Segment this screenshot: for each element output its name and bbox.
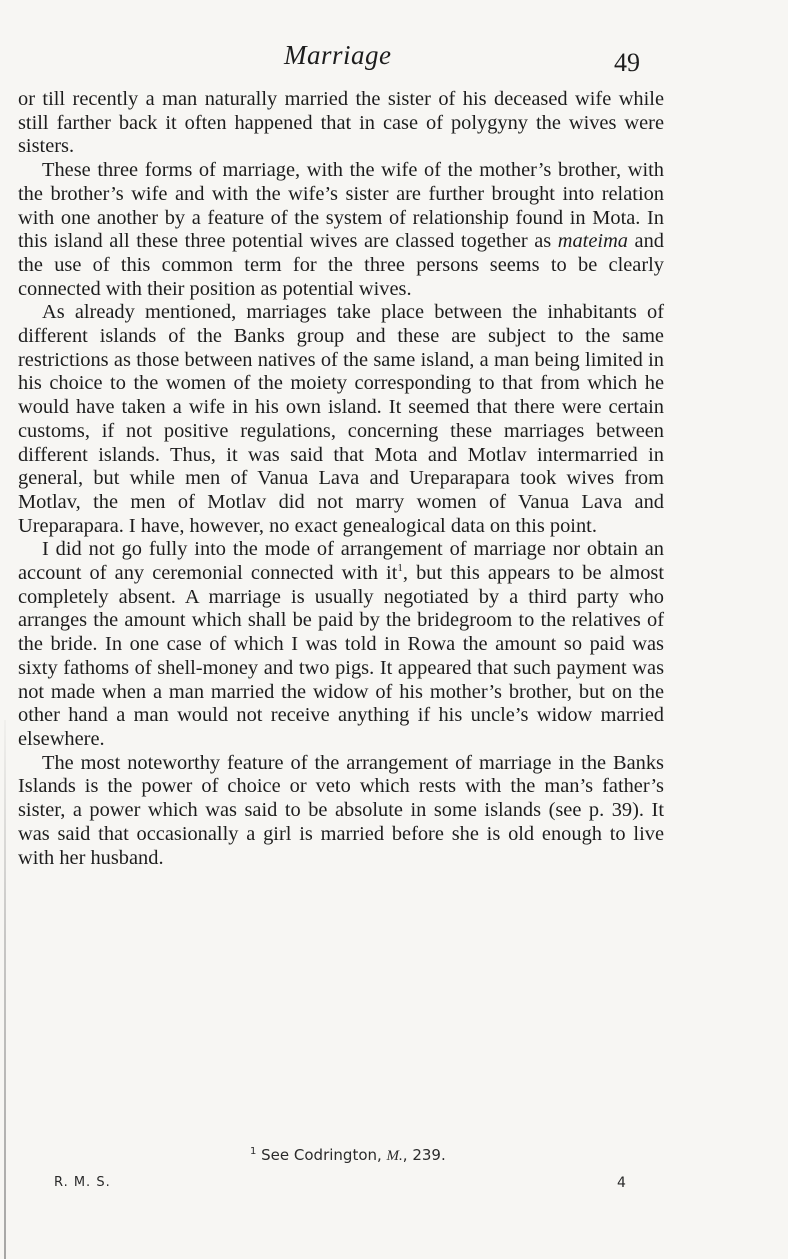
footnote: $^1$ See Codrington, M., 239. xyxy=(250,1146,446,1164)
running-head xyxy=(0,40,788,80)
italic-term-mateima: mateima xyxy=(557,230,628,253)
running-title: Marriage xyxy=(284,40,392,70)
signature-number: 4 xyxy=(617,1175,626,1191)
paragraph-1: or till recently a man naturally married the sister of his deceased wife while still farther back it often happened that in case of polygyny the wives were sisters. xyxy=(18,88,664,158)
paragraph-2: These three forms of marriage, with the wife of the mother’s brother, with the brother’s wife and with the wife’s sister are further brought into relation with one another by a feature of the system of relationship found in Mota. In this island all these three potential wives are classed together as mateima and the use of this common term for the three persons seems to be clearly connected with their position as potential wives. xyxy=(18,159,664,300)
footnote-marker: 1 xyxy=(250,1146,257,1157)
paragraph-5: The most noteworthy feature of the arrangement of marriage in the Banks Islands is the power of choice or veto which rests with the man’s father’s sister, a power which was said to be absolute in some islands (see p. 39). It was said that occasionally a girl is married before she is old enough to live with her husband. xyxy=(18,751,664,869)
body-text xyxy=(18,88,664,870)
paragraph-4: I did not go fully into the mode of arrangement of marriage nor obtain an account of any ceremonial connected with it$^1$, but this appears to be almost completely absent. A marriage is usually negotiated by a third party who arranges the amount which shall be paid by the bridegroom to the relatives of the bride. In one case of which I was told in Rowa the amount so paid was sixty fathoms of shell-money and two pigs. It appeared that such payment was not made when a man married the widow of his mother’s brother, but on the other hand a man would not receive anything if his uncle’s widow married elsewhere. xyxy=(18,538,664,750)
paragraph-3: As already mentioned, marriages take place between the inhabitants of different islands of the Banks group and these are subject to the same restrictions as those between natives of the same island, a man being limited in his choice to the women of the moiety corresponding to that from which he would have taken a wife in his own island. It seemed that there were certain customs, if not positive regulations, concerning these marriages between different islands. Thus, it was said that Mota and Motlav intermarried in general, but while men of Vanua Lava and Ureparapara took wives from Motlav, the men of Motlav did not marry women of Vanua Lava and Ureparapara. I have, however, no exact genealogical data on this point. xyxy=(18,301,664,537)
gutter-shadow xyxy=(4,720,6,1259)
page-number: 49 xyxy=(614,48,640,77)
signature-mark: R. M. S. xyxy=(54,1175,111,1190)
footnote-reference: 1 xyxy=(397,562,403,575)
